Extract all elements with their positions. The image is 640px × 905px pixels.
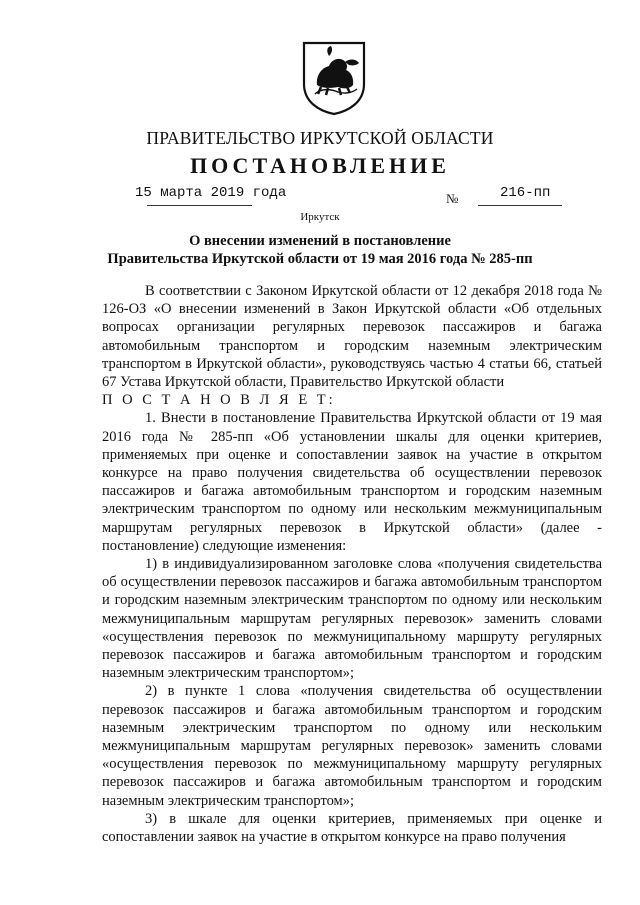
decree-number: 216-пп — [500, 185, 551, 201]
subitem-1-paragraph: 1) в индивидуализированном заголовке слова «получения свидетельства об осуществлении перевозок пассажиров и багажа автомобильным транспортом и городским наземным электрическим транспортом по одному или нескольким межмуниципальным маршрутам регулярных перевозок» заменить словами «осуществления перевозок по межмуниципальному маршруту регулярных перевозок пассажиров и багажа автомобильным транспортом и городским наземным электрическим транспортом»; — [102, 556, 602, 682]
document-title-line-1: О внесении изменений в постановление — [189, 233, 451, 249]
irkutsk-coat-of-arms-icon — [301, 40, 367, 116]
government-name: ПРАВИТЕЛЬСТВО ИРКУТСКОЙ ОБЛАСТИ — [146, 128, 494, 148]
number-underline — [478, 205, 562, 206]
document-body — [102, 282, 602, 846]
date-underline — [147, 205, 252, 206]
resolves-heading: П О С Т А Н О В Л Я Е Т: — [102, 392, 336, 409]
document-title-line-2: Правительства Иркутской области от 19 мая 2016 года № 285-пп — [107, 251, 533, 267]
item-1-paragraph: 1. Внести в постановление Правительства Иркутской области от 19 мая 2016 года № 285-пп «Об установлении шкалы для оценки критериев, применяемых при оценке и сопоставлении заявок на участие в открытом конкурсе на право получения свидетельства об осуществлении перевозок пассажиров и багажа автомобильным транспортом и городским наземным электрическим транспортом по одному или нескольким межмуниципальным маршрутам регулярных перевозок в Иркутской области» (далее - постановление) следующие изменения: — [102, 410, 602, 554]
city-name: Иркутск — [300, 211, 340, 223]
document-type: ПОСТАНОВЛЕНИЕ — [190, 153, 450, 178]
decree-date: 15 марта 2019 года — [135, 185, 287, 201]
number-sign: № — [446, 191, 459, 206]
subitem-3-paragraph: 3) в шкале для оценки критериев, применяемых при оценке и сопоставлении заявок на участие в открытом конкурсе на право получения — [102, 810, 602, 846]
subitem-2-paragraph: 2) в пункте 1 слова «получения свидетельства об осуществлении перевозок пассажиров и багажа автомобильным транспортом и городским наземным электрическим транспортом по одному или нескольким межмуниципальным маршрутам регулярных перевозок» заменить словами «осуществления перевозок по межмуниципальному маршруту регулярных перевозок пассажиров и багажа автомобильным транспортом и городским наземным электрическим транспортом»; — [102, 683, 602, 809]
preamble-paragraph: В соответствии с Законом Иркутской области от 12 декабря 2018 года № 126-ОЗ «О внесении изменений в Закон Иркутской области «Об отдельных вопросах организации регулярных перевозок пассажиров и багажа автомобильным транспортом и городским наземным электрическим транспортом в Иркутской области», руководствуясь частью 4 статьи 66, статьей 67 Устава Иркутской области, Правительство Иркутской области — [102, 283, 602, 391]
